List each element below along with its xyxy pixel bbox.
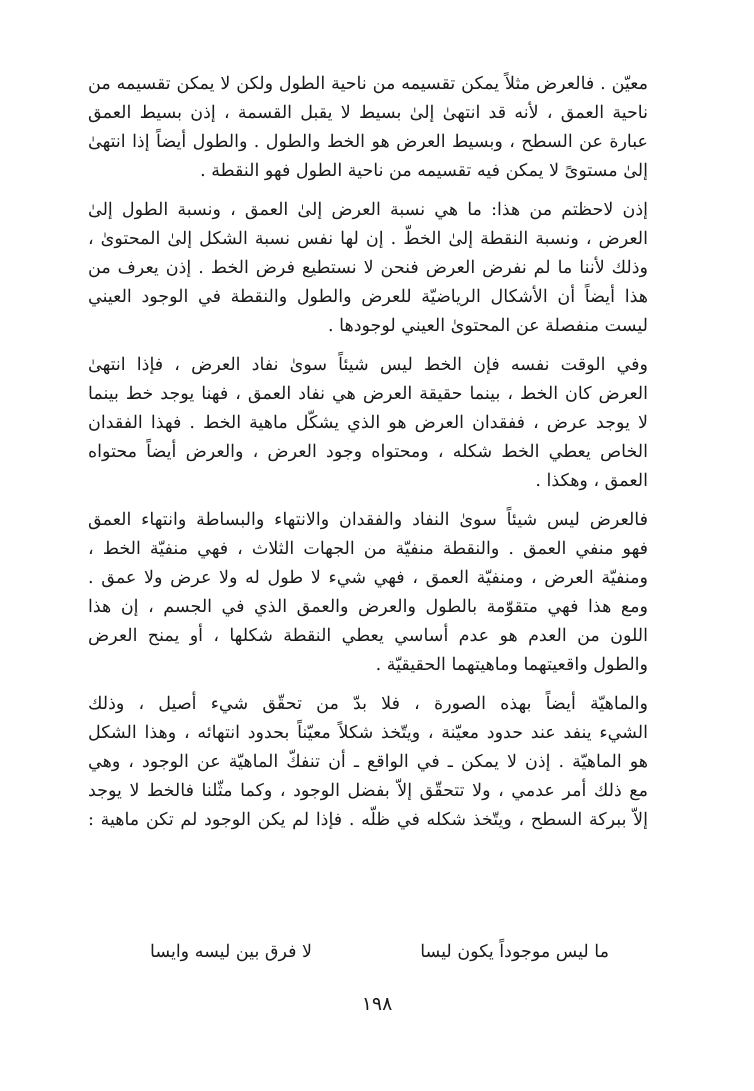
text-line: فهو منفي العمق . والنقطة منفيّة من الجهات الثلاث ، فهي منفيّة الخط ،	[88, 539, 648, 559]
text-line: ليست منفصلة عن المحتوىٰ العيني لوجودها .	[328, 316, 648, 336]
text-line: هو الماهيّة . إذن لا يمكن ـ في الواقع ـ أن تنفكّ الماهيّة عن الوجود ، وهي	[88, 752, 648, 772]
text-line: الشيء ينفد عند حدود معيّنة ، ويتّخذ شكلاً معيّناً بحدود انتهائه ، وهذا الشكل	[88, 723, 648, 743]
paragraph-5	[88, 690, 648, 835]
text-line: هذا أيضاً أن الأشكال الرياضيّة للعرض والطول والنقطة في الوجود العيني	[88, 287, 648, 307]
paragraph-1	[88, 70, 648, 186]
text-line: إذن لاحظتم من هذا: ما هي نسبة العرض إلىٰ العمق ، ونسبة الطول إلىٰ	[88, 200, 648, 220]
text-line: الخاص يعطي الخط شكله ، ومحتواه وجود العرض ، والعرض أيضاً محتواه	[88, 442, 648, 462]
text-line: ناحية العمق ، لأنه قد انتهىٰ إلىٰ بسيط لا يقبل القسمة ، إذن بسيط العمق	[88, 103, 648, 123]
text-line: والطول واقعيتهما وماهيتهما الحقيقيّة .	[375, 655, 648, 675]
text-line: إلاّ ببركة السطح ، ويتّخذ شكله في ظلّه . فإذا لم يكن الوجود لم تكن ماهية :	[88, 810, 648, 830]
text-line: العرض ، ونسبة النقطة إلىٰ الخطّ . إن لها نفس نسبة الشكل إلىٰ المحتوىٰ ،	[88, 229, 648, 249]
text-line: وفي الوقت نفسه فإن الخط ليس شيئاً سوىٰ نفاد العرض ، فإذا انتهىٰ	[88, 355, 648, 375]
text-line: إلىٰ مستوىً لا يمكن فيه تقسيمه من ناحية الطول فهو النقطة .	[200, 161, 648, 181]
page-number: ١٩٨	[361, 993, 393, 1015]
verse-second-hemistich: لا فرق بين ليسه وايسا	[150, 942, 313, 962]
paragraph-4	[88, 506, 648, 680]
text-line: فالعرض ليس شيئاً سوىٰ النفاد والفقدان والانتهاء والبساطة وانتهاء العمق	[88, 510, 648, 530]
text-line: والماهيّة أيضاً بهذه الصورة ، فلا بدّ من تحقّق شيء أصيل ، وذلك	[88, 694, 648, 714]
text-line: العرض كان الخط ، بينما حقيقة العرض هي نفاد العمق ، فهنا يوجد خط بينما	[88, 384, 648, 404]
text-line: وذلك لأننا ما لم نفرض العرض فنحن لا نستطيع فرض الخط . إذن يعرف من	[88, 258, 648, 278]
text-line: معيّن . فالعرض مثلاً يمكن تقسيمه من ناحية الطول ولكن لا يمكن تقسيمه من	[88, 74, 648, 94]
paragraph-2	[88, 196, 648, 341]
text-line: مع ذلك أمر عدمي ، ولا تتحقّق إلاّ بفضل الوجود ، وكما مثّلنا فالخط لا يوجد	[88, 781, 648, 801]
text-line: ومنفيّة العرض ، ومنفيّة العمق ، فهي شيء لا طول له ولا عرض ولا عمق .	[88, 568, 648, 588]
text-line: لا يوجد عرض ، ففقدان العرض هو الذي يشكّل ماهية الخط . فهذا الفقدان	[88, 413, 648, 433]
text-line: العمق ، وهكذا .	[535, 471, 648, 491]
text-line: عبارة عن السطح ، وبسيط العرض هو الخط والطول . والطول أيضاً إذا انتهىٰ	[88, 132, 648, 152]
paragraph-3	[88, 351, 648, 496]
poem-verse	[150, 938, 609, 967]
verse-first-hemistich: ما ليس موجوداً يكون ليسا	[420, 942, 609, 962]
main-text	[88, 70, 648, 835]
text-line: ومع هذا فهي متقوّمة بالطول والعرض والعمق الذي في الجسم ، إن هذا	[88, 597, 648, 617]
text-line: اللون من العدم هو عدم أساسي يعطي النقطة شكلها ، أو يمنح العرض	[88, 626, 648, 646]
